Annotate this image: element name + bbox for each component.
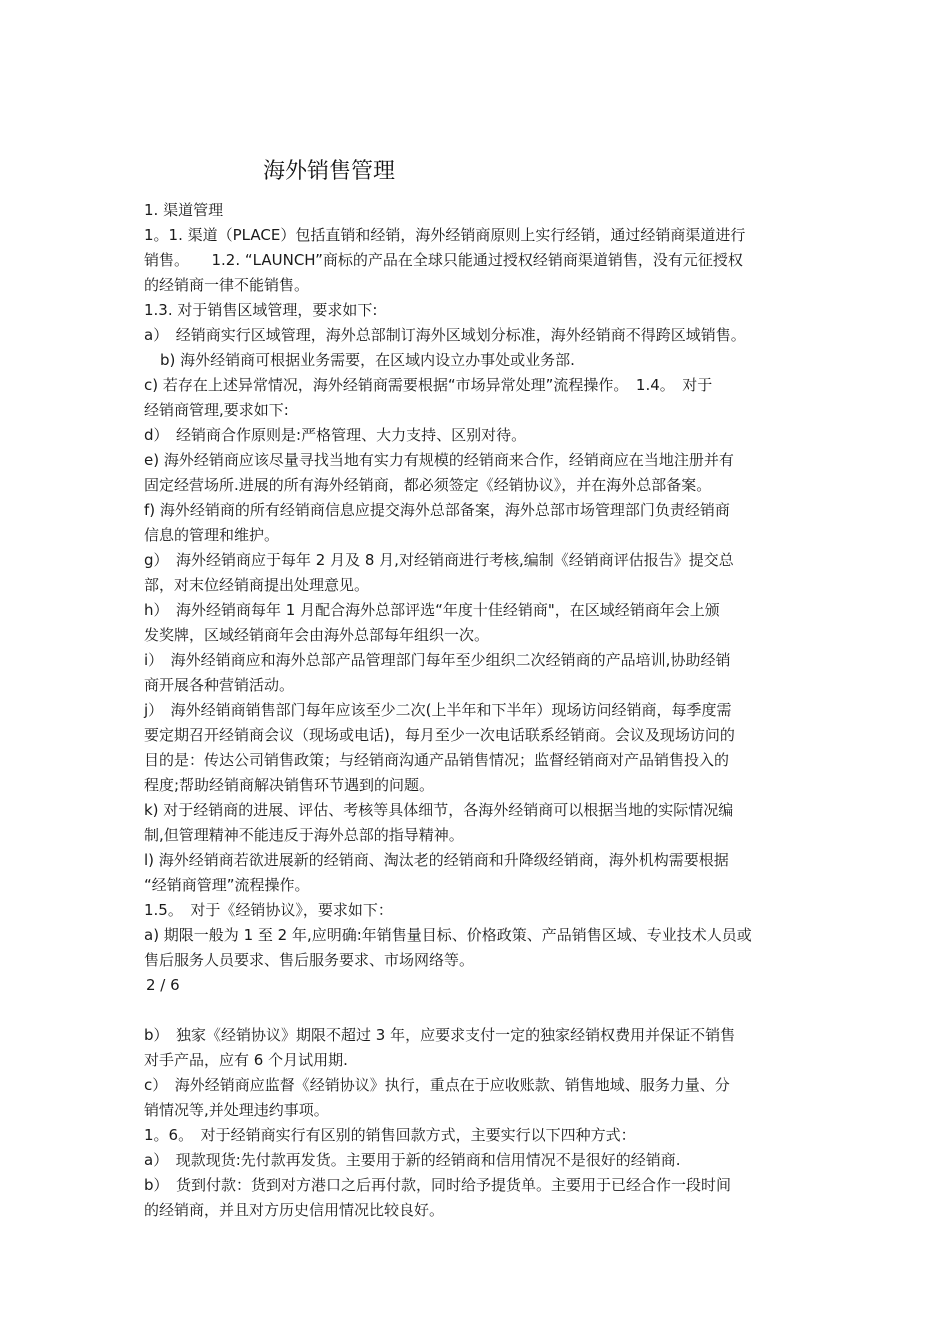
paragraph-line: 信息的管理和维护。 xyxy=(144,526,280,544)
paragraph-line: 售后服务人员要求、售后服务要求、市场网络等。 xyxy=(144,951,475,969)
paragraph-line: b） 货到付款：货到对方港口之后再付款，同时给予提货单。主要用于已经合作一段时间 xyxy=(144,1176,732,1194)
paragraph-line: h） 海外经销商每年 1 月配合海外总部评选“年度十佳经销商"，在区域经销商年会上颁 xyxy=(144,601,720,619)
paragraph-line: d） 经销商合作原则是:严格管理、大力支持、区别对待。 xyxy=(144,426,527,444)
section-heading: 1. 渠道管理 xyxy=(144,201,224,219)
paragraph-line: 制,但管理精神不能违反于海外总部的指导精神。 xyxy=(144,826,464,844)
paragraph-line: c） 海外经销商应监督《经销协议》执行，重点在于应收账款、销售地域、服务力量、分 xyxy=(144,1076,730,1094)
page-title: 海外销售管理 xyxy=(263,159,396,184)
paragraph-line: 商开展各种营销活动。 xyxy=(144,676,295,694)
paragraph-line: l) 海外经销商若欲进展新的经销商、淘汰老的经销商和升降级经销商，海外机构需要根据 xyxy=(144,851,729,869)
paragraph-line: k) 对于经销商的进展、评估、考核等具体细节，各海外经销商可以根据当地的实际情况编 xyxy=(144,801,734,819)
paragraph-line: a） 现款现货:先付款再发货。主要用于新的经销商和信用情况不是很好的经销商. xyxy=(144,1151,681,1169)
paragraph-line: 对手产品，应有 6 个月试用期. xyxy=(144,1051,348,1069)
paragraph-line: a) 期限一般为 1 至 2 年,应明确:年销售量目标、价格政策、产品销售区域、专业技术人员或 xyxy=(144,926,752,944)
paragraph-line: e) 海外经销商应该尽量寻找当地有实力有规模的经销商来合作，经销商应在当地注册并有 xyxy=(144,451,734,469)
paragraph-line: i） 海外经销商应和海外总部产品管理部门每年至少组织二次经销商的产品培训,协助经销 xyxy=(144,651,731,669)
paragraph-line: 1.5。 对于《经销协议》，要求如下： xyxy=(144,901,393,919)
paragraph-line: g） 海外经销商应于每年 2 月及 8 月,对经销商进行考核,编制《经销商评估报告》提交总 xyxy=(144,551,734,569)
paragraph-line: c) 若存在上述异常情况，海外经销商需要根据“市场异常处理”流程操作。 1.4。 对于 xyxy=(144,376,713,394)
paragraph-line: f) 海外经销商的所有经销商信息应提交海外总部备案，海外总部市场管理部门负责经销商 xyxy=(144,501,730,519)
paragraph-line: 目的是：传达公司销售政策；与经销商沟通产品销售情况；监督经销商对产品销售投入的 xyxy=(144,751,730,769)
paragraph-line: 固定经营场所.进展的所有海外经销商，都必须签定《经销协议》，并在海外总部备案。 xyxy=(144,476,712,494)
paragraph-line: 的经销商一律不能销售。 xyxy=(144,276,310,294)
paragraph-line: 销售。 1.2. “LAUNCH”商标的产品在全球只能通过授权经销商渠道销售，没有元征授权 xyxy=(144,251,743,269)
page-indicator: 2 / 6 xyxy=(146,976,180,994)
paragraph-line: b） 独家《经销协议》期限不超过 3 年，应要求支付一定的独家经销权费用并保证不销售 xyxy=(144,1026,736,1044)
paragraph-line: 的经销商，并且对方历史信用情况比较良好。 xyxy=(144,1201,445,1219)
document-body xyxy=(144,198,834,1223)
paragraph-line: 部，对末位经销商提出处理意见。 xyxy=(144,576,370,594)
paragraph-line: a） 经销商实行区域管理，海外总部制订海外区域划分标准，海外经销商不得跨区域销售。 xyxy=(144,326,746,344)
paragraph-line: 要定期召开经销商会议（现场或电话)，每月至少一次电话联系经销商。会议及现场访问的 xyxy=(144,726,735,744)
paragraph-line: 1.3. 对于销售区域管理，要求如下: xyxy=(144,301,378,319)
paragraph-line: j） 海外经销商销售部门每年应该至少二次(上半年和下半年）现场访问经销商，每季度需 xyxy=(144,701,732,719)
paragraph-line: 经销商管理,要求如下: xyxy=(144,401,289,419)
paragraph-line: 程度;帮助经销商解决销售环节遇到的问题。 xyxy=(144,776,435,794)
paragraph-line: 1。1. 渠道（PLACE）包括直销和经销，海外经销商原则上实行经销，通过经销商渠道进行 xyxy=(144,226,746,244)
paragraph-line: b) 海外经销商可根据业务需要，在区域内设立办事处或业务部. xyxy=(160,351,575,369)
paragraph-line: 销情况等,并处理违约事项。 xyxy=(144,1101,329,1119)
paragraph-line: 发奖牌，区域经销商年会由海外总部每年组织一次。 xyxy=(144,626,490,644)
paragraph-line: 1。6。 对于经销商实行有区别的销售回款方式，主要实行以下四种方式： xyxy=(144,1126,636,1144)
paragraph-line: “经销商管理”流程操作。 xyxy=(144,876,310,894)
blank-line xyxy=(144,998,834,1023)
